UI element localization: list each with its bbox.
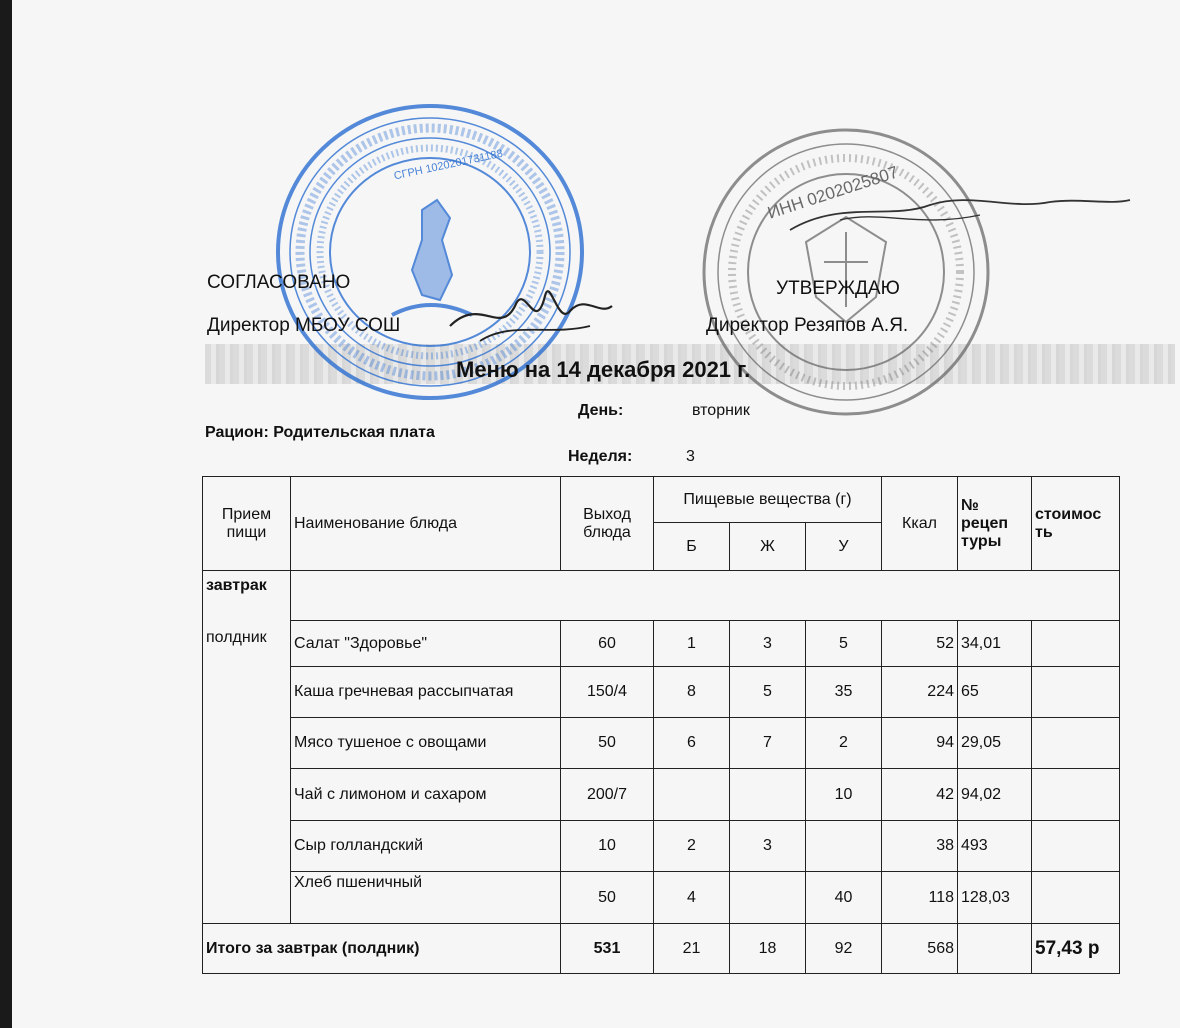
row-zh: 3 [730,821,806,872]
director-right: Директор Резяпов А.Я. [706,315,909,336]
section-label: завтрак [203,571,291,621]
total-zh: 18 [730,924,806,974]
director-left: Директор МБОУ СОШ [207,315,401,336]
table-row [203,821,1120,872]
total-recipe [958,924,1032,974]
row-cost [1032,769,1120,821]
row-recipe: 29,05 [958,718,1032,769]
row-cost [1032,718,1120,769]
row-cost [1032,667,1120,718]
header-output: Выход блюда [561,477,654,571]
row-dish: Салат "Здоровье" [291,621,561,667]
row-cost [1032,872,1120,924]
row-recipe: 128,03 [958,872,1032,924]
row-dish: Хлеб пшеничный [291,872,561,924]
row-kcal: 224 [882,667,958,718]
header-b: Б [654,523,730,571]
left-stamp-text: СГРН 1020201731188 [392,147,504,183]
right-stamp-text: ИНН 0202025807 [765,162,901,223]
row-kcal: 118 [882,872,958,924]
total-kcal: 568 [882,924,958,974]
header-cost: стоимос ть [1032,477,1120,571]
row-u [806,821,882,872]
row-u: 5 [806,621,882,667]
day-value: вторник [692,402,750,419]
week-value: 3 [686,448,695,465]
row-output: 200/7 [561,769,654,821]
row-output: 150/4 [561,667,654,718]
row-output: 10 [561,821,654,872]
scan-edge [0,0,12,1028]
header-u: У [806,523,882,571]
header-dish: Наименование блюда [291,477,561,571]
table-row [203,667,1120,718]
row-u: 40 [806,872,882,924]
row-zh: 5 [730,667,806,718]
row-dish: Сыр голландский [291,821,561,872]
total-b: 21 [654,924,730,974]
row-u: 10 [806,769,882,821]
header-meal: Прием пищи [203,477,291,571]
row-u: 2 [806,718,882,769]
total-u: 92 [806,924,882,974]
row-cost [1032,621,1120,667]
row-b: 1 [654,621,730,667]
row-b: 8 [654,667,730,718]
row-b: 4 [654,872,730,924]
row-zh [730,872,806,924]
approved-left: СОГЛАСОВАНО [207,272,351,293]
row-kcal: 42 [882,769,958,821]
table-row [203,872,1120,924]
row-zh: 3 [730,621,806,667]
table-row [203,621,1120,667]
right-signature [780,180,1140,260]
day-label: День: [578,402,624,419]
header-nutrients: Пищевые вещества (г) [654,477,882,523]
row-kcal: 94 [882,718,958,769]
row-u: 35 [806,667,882,718]
row-recipe: 34,01 [958,621,1032,667]
meal-label: полдник [203,621,291,924]
menu-table [202,476,1120,974]
row-recipe: 493 [958,821,1032,872]
row-b [654,769,730,821]
row-dish: Чай с лимоном и сахаром [291,769,561,821]
page-title: Меню на 14 декабря 2021 г. [456,357,751,382]
row-zh [730,769,806,821]
row-output: 50 [561,718,654,769]
week-label: Неделя: [568,448,633,465]
header-kcal: Ккал [882,477,958,571]
total-label: Итого за завтрак (полдник) [203,924,561,974]
row-zh: 7 [730,718,806,769]
row-dish: Мясо тушеное с овощами [291,718,561,769]
row-b: 2 [654,821,730,872]
row-cost [1032,821,1120,872]
row-recipe: 94,02 [958,769,1032,821]
header-zh: Ж [730,523,806,571]
row-output: 60 [561,621,654,667]
left-signature [440,266,620,356]
ration-label: Рацион: Родительская плата [205,424,435,441]
table-row [203,718,1120,769]
row-recipe: 65 [958,667,1032,718]
row-b: 6 [654,718,730,769]
row-kcal: 38 [882,821,958,872]
total-cost: 57,43 р [1032,924,1120,974]
table-header-row [203,477,1120,523]
row-dish: Каша гречневая рассыпчатая [291,667,561,718]
approved-right: УТВЕРЖДАЮ [776,278,900,299]
row-kcal: 52 [882,621,958,667]
total-row [203,924,1120,974]
total-output: 531 [561,924,654,974]
header-recipe: № рецеп туры [958,477,1032,571]
section-row [203,571,1120,621]
table-row [203,769,1120,821]
row-output: 50 [561,872,654,924]
